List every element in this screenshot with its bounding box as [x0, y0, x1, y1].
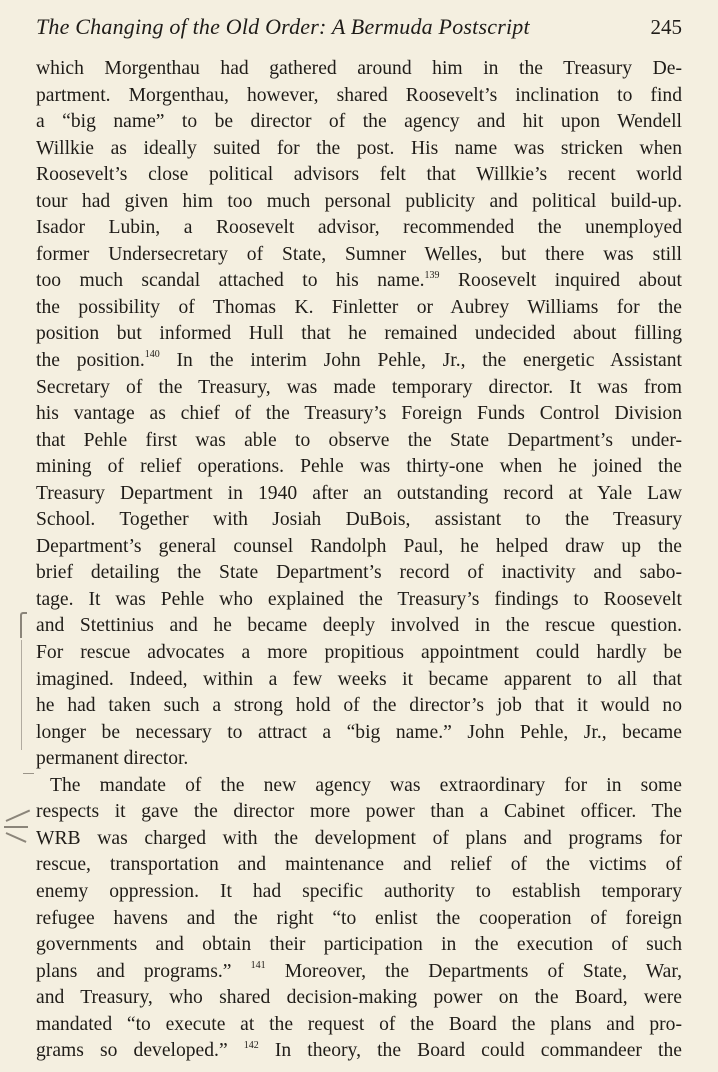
line-text: The mandate of the new agency was extraordinary for in some [50, 774, 682, 796]
line-text: Willkie as ideally suited for the post. His name was stricken when [36, 137, 682, 159]
text-line [36, 56, 682, 83]
line-text: former Undersecretary of State, Sumner Welles, but there was still [36, 243, 682, 265]
margin-arrow-mark [6, 810, 31, 822]
text-line [36, 109, 682, 136]
text-line [36, 852, 682, 879]
margin-arrow-mark [6, 832, 27, 843]
line-text: mining of relief operations. Pehle was thirty-one when he joined the [36, 456, 682, 478]
line-text: rescue, transportation and maintenance and relief of the victims of [36, 854, 682, 876]
line-text: Isador Lubin, a Roosevelt advisor, recommended the unemployed [36, 217, 682, 239]
line-text: plans and programs.” [36, 960, 251, 982]
text-line [36, 826, 682, 853]
line-text: longer be necessary to attract a “big name.” John Pehle, Jr., became [36, 721, 682, 743]
footnote-ref: 140 [144, 349, 160, 361]
page-number: 245 [650, 15, 682, 39]
text-line [36, 985, 682, 1012]
text-line [36, 613, 682, 640]
line-text: imagined. Indeed, within a few weeks it became apparent to all that [36, 668, 682, 690]
line-text: enemy oppression. It had specific authority to establish temporary [36, 880, 682, 902]
margin-bracket-mark [20, 612, 27, 638]
line-text: that Pehle first was able to observe the State Department’s under- [36, 429, 682, 451]
text-line [36, 136, 682, 163]
text-line [36, 189, 682, 216]
line-text: brief detailing the State Department’s record of inactivity and sabo- [36, 562, 682, 584]
line-text: the possibility of Thomas K. Finletter or Aubrey Williams for the [36, 296, 682, 318]
line-text: Department’s general counsel Randolph Paul, he helped draw up the [36, 535, 682, 557]
text-line [36, 773, 682, 800]
line-text: and Treasury, who shared decision-making power on the Board, were [36, 987, 682, 1009]
line-text: WRB was charged with the development of plans and programs for [36, 827, 682, 849]
text-line [36, 481, 682, 508]
footnote-ref: 139 [424, 269, 440, 281]
text-line [36, 454, 682, 481]
margin-arrow-mark [4, 826, 28, 828]
line-text: In theory, the Board could commandeer the [258, 1040, 682, 1062]
margin-line-mark [21, 640, 22, 750]
line-text: governments and obtain their participation in the execution of such [36, 934, 682, 956]
text-line [36, 428, 682, 455]
line-text: which Morgenthau had gathered around him in the Treasury De- [36, 58, 682, 79]
text-line [36, 242, 682, 269]
line-text: the position. [36, 350, 145, 372]
line-text: Roosevelt inquired about [439, 270, 682, 292]
text-line [36, 1038, 682, 1065]
text-line [36, 667, 682, 694]
line-text: grams so developed.” [36, 1040, 244, 1062]
line-text: In the interim John Pehle, Jr., the energetic Assistant [159, 350, 682, 372]
body-text [36, 56, 682, 1065]
line-text: refugee havens and the right “to enlist the cooperation of foreign [36, 907, 682, 929]
footnote-ref: 142 [243, 1039, 259, 1051]
text-line [36, 720, 682, 747]
text-line [36, 375, 682, 402]
text-line [36, 693, 682, 720]
text-line [36, 162, 682, 189]
text-line [36, 507, 682, 534]
text-line [36, 959, 682, 986]
text-line [36, 640, 682, 667]
line-text: partment. Morgenthau, however, shared Roosevelt’s inclination to find [36, 84, 682, 106]
text-line [36, 587, 682, 614]
text-line [36, 932, 682, 959]
text-line [36, 215, 682, 242]
line-text: Roosevelt’s close political advisors felt that Willkie’s recent world [36, 164, 682, 186]
line-text: tour had given him too much personal publicity and political build-up. [36, 190, 682, 212]
margin-tick-mark [23, 773, 34, 774]
line-text: a “big name” to be director of the agency and hit upon Wendell [36, 111, 682, 133]
text-line [36, 268, 682, 295]
line-text: his vantage as chief of the Treasury’s Foreign Funds Control Division [36, 403, 682, 425]
line-text: and Stettinius and he became deeply involved in the rescue question. [36, 615, 682, 637]
text-line [36, 295, 682, 322]
text-line [36, 799, 682, 826]
text-line [36, 746, 682, 773]
line-text: tage. It was Pehle who explained the Treasury’s findings to Roosevelt [36, 588, 682, 610]
line-text: too much scandal attached to his name. [36, 270, 425, 292]
line-text: Secretary of the Treasury, was made temporary director. It was from [36, 376, 682, 398]
text-line [36, 83, 682, 110]
line-text: respects it gave the director more power than a Cabinet officer. The [36, 801, 682, 823]
text-line [36, 906, 682, 933]
running-title: The Changing of the Old Order: A Bermuda Postscript [36, 14, 530, 39]
text-line [36, 534, 682, 561]
running-head [36, 14, 682, 44]
text-line [36, 348, 682, 375]
text-line [36, 560, 682, 587]
line-text: he had taken such a strong hold of the director’s job that it would no [36, 695, 682, 717]
text-line [36, 1012, 682, 1039]
line-text: School. Together with Josiah DuBois, assistant to the Treasury [36, 509, 682, 531]
line-text: Moreover, the Departments of State, War, [265, 960, 682, 982]
line-text: mandated “to execute at the request of the Board the plans and pro- [36, 1013, 682, 1035]
text-line [36, 879, 682, 906]
line-text: permanent director. [36, 748, 189, 770]
line-text: position but informed Hull that he remained undecided about filling [36, 323, 682, 345]
footnote-ref: 141 [250, 960, 266, 972]
line-text: Treasury Department in 1940 after an outstanding record at Yale Law [36, 482, 682, 504]
text-line [36, 321, 682, 348]
line-text: For rescue advocates a more propitious appointment could hardly be [36, 642, 682, 664]
text-line [36, 401, 682, 428]
